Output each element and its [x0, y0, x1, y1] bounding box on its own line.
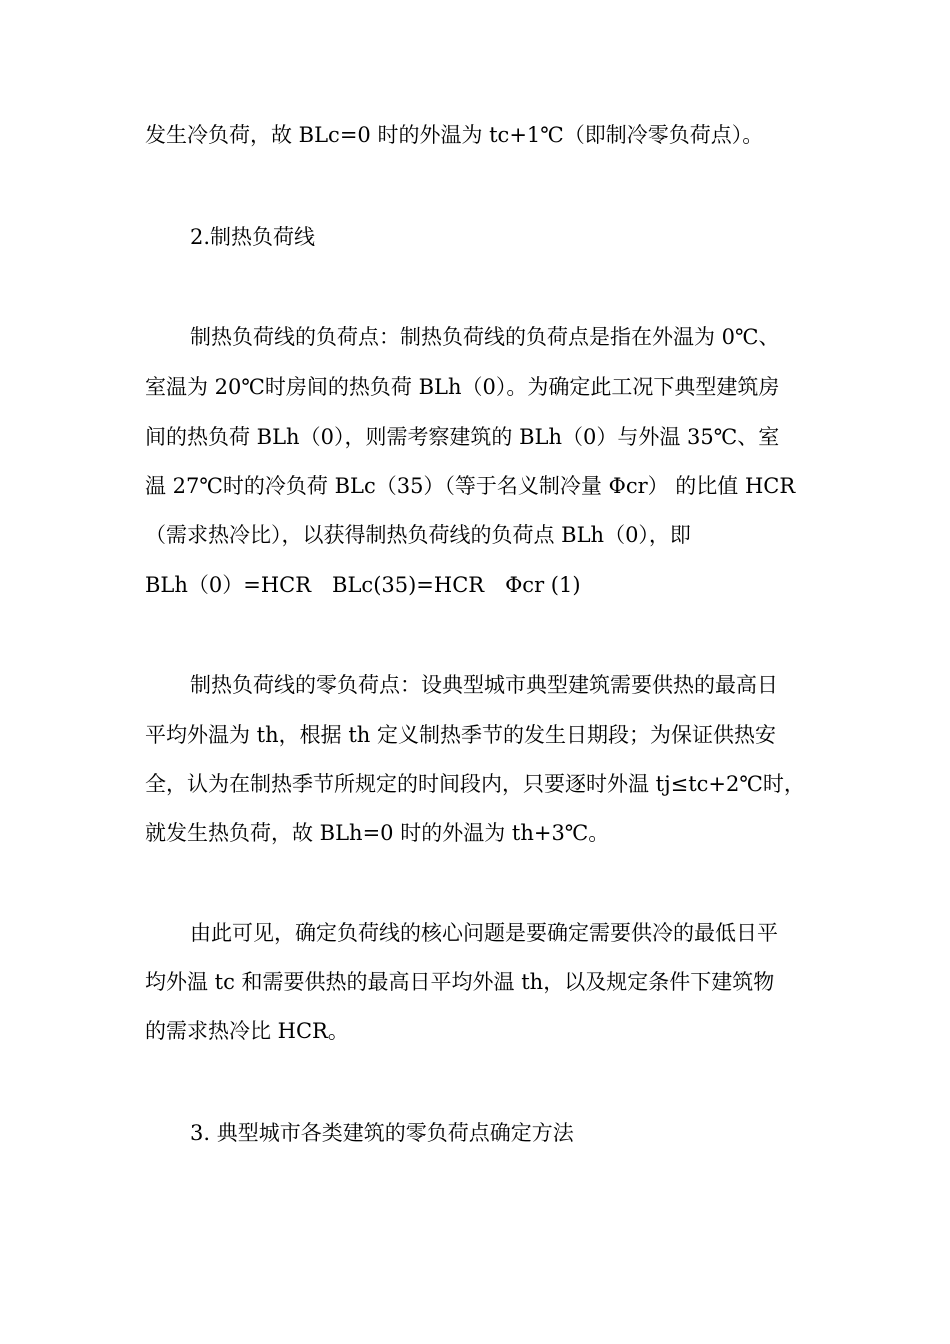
section-heading-3: 3. 典型城市各类建筑的零负荷点确定方法: [190, 1121, 574, 1145]
intro-line: 发生冷负荷，故 BLc=0 时的外温为 tc+1℃（即制冷零负荷点）。: [145, 123, 764, 147]
paragraph-line: 由此可见，确定负荷线的核心问题是要确定需要供冷的最低日平: [190, 921, 778, 945]
paragraph-line: 室温为 20℃时房间的热负荷 BLh（0）。为确定此工况下典型建筑房: [145, 375, 780, 399]
paragraph-line: （需求热冷比），以获得制热负荷线的负荷点 BLh（0），即: [145, 523, 691, 547]
section-heading-2: 2.制热负荷线: [190, 225, 316, 249]
paragraph-line: 平均外温为 th，根据 th 定义制热季节的发生日期段；为保证供热安: [145, 723, 776, 747]
paragraph-line: 温 27℃时的冷负荷 BLc（35）（等于名义制冷量 Φcr） 的比值 HCR: [145, 474, 796, 498]
paragraph-line: 均外温 tc 和需要供热的最高日平均外温 th，以及规定条件下建筑物: [145, 970, 775, 994]
paragraph-line: 制热负荷线的负荷点：制热负荷线的负荷点是指在外温为 0℃、: [190, 325, 780, 349]
formula-line: BLh（0）=HCR BLc(35)=HCR Φcr (1): [145, 573, 581, 597]
paragraph-line: 制热负荷线的零负荷点：设典型城市典型建筑需要供热的最高日: [190, 673, 778, 697]
paragraph-line: 全，认为在制热季节所规定的时间段内，只要逐时外温 tj≤tc+2℃时，: [145, 772, 805, 796]
paragraph-line: 的需求热冷比 HCR。: [145, 1019, 349, 1043]
paragraph-line: 间的热负荷 BLh（0），则需考察建筑的 BLh（0）与外温 35℃、室: [145, 425, 780, 449]
paragraph-line: 就发生热负荷，故 BLh=0 时的外温为 th+3℃。: [145, 821, 610, 845]
